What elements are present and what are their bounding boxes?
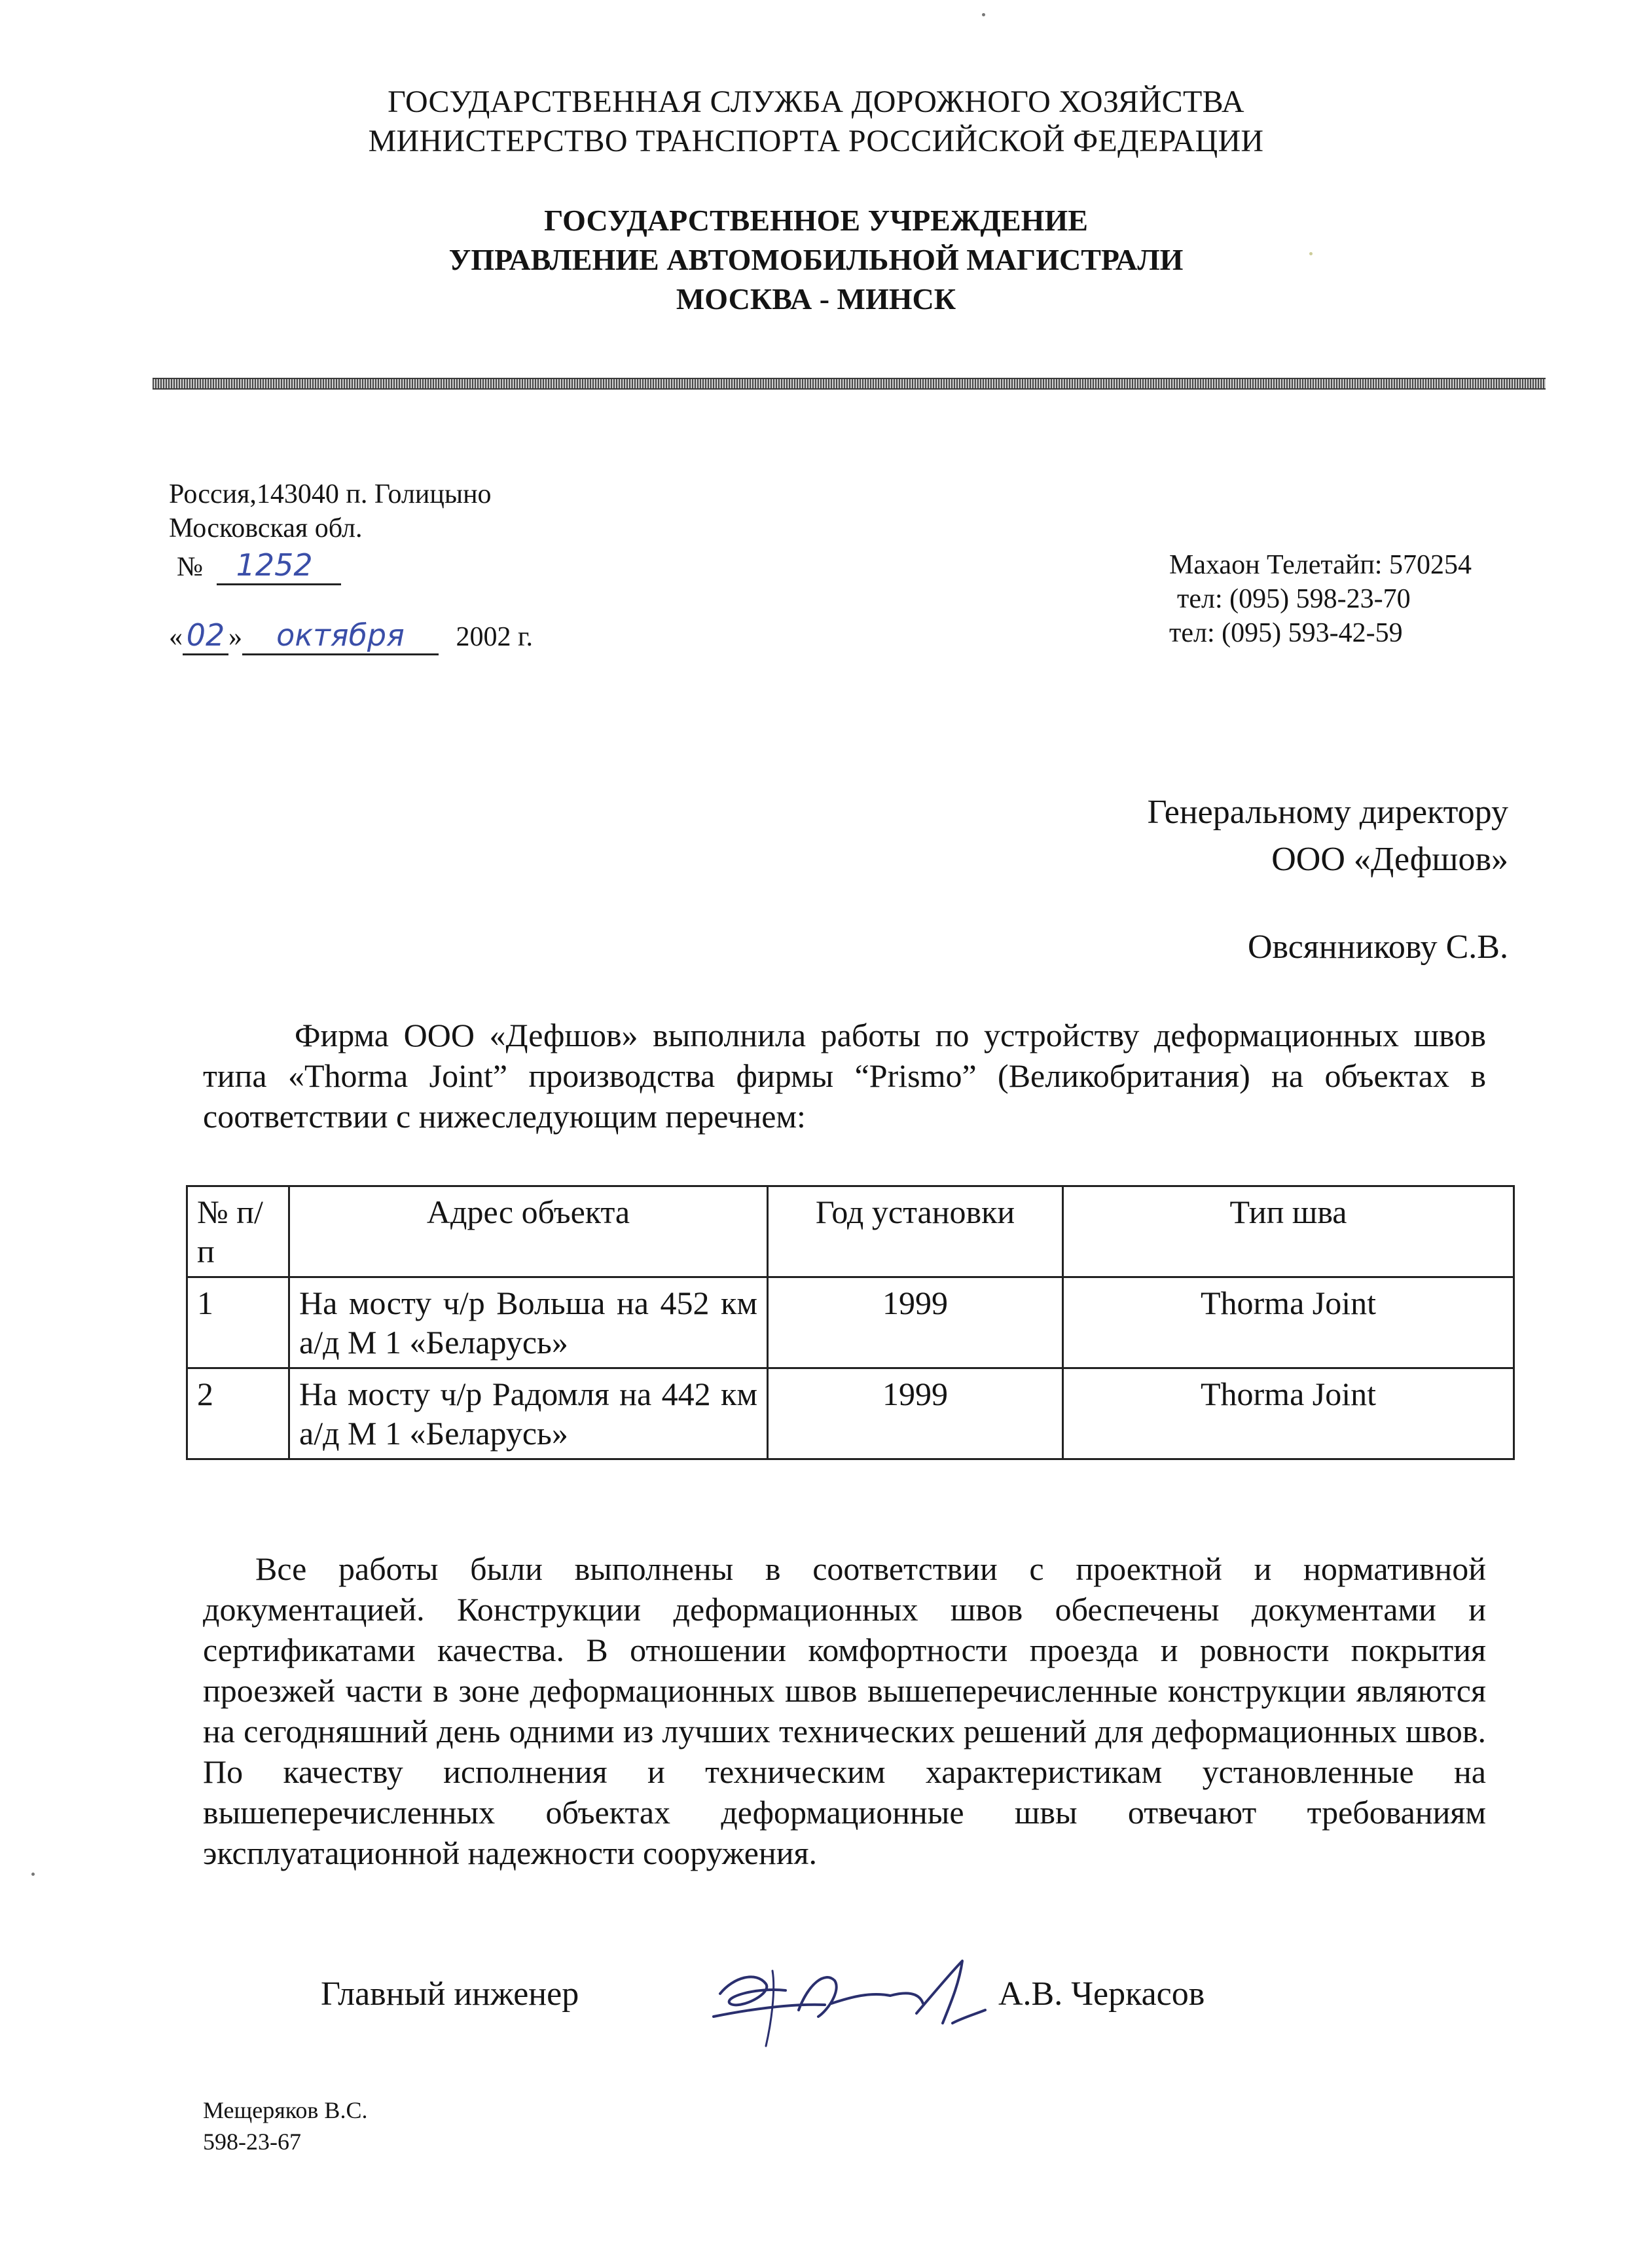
table-row bbox=[187, 1277, 1514, 1368]
scan-speck bbox=[31, 1873, 35, 1876]
contacts-phone-2: тел: (095) 593-42-59 bbox=[1169, 618, 1403, 648]
row-year: 1999 bbox=[768, 1368, 1063, 1459]
number-handwritten: 1252 bbox=[236, 547, 313, 583]
letter-date bbox=[169, 619, 533, 655]
date-year: 2002 г. bbox=[456, 622, 533, 652]
outgoing-number bbox=[177, 549, 341, 585]
number-field bbox=[217, 549, 341, 585]
conclusion-paragraph: Все работы были выполнены в соответствии с проектной и нормативной документацией. Конструкции деформационных швов обеспечены документами и сертификатами качества. В отношении комфортности проезда и ровности покрытия проезжей части в зоне деформационных швов вышеперечисленные конструкции являются на сегодняшний день одними из лучших технических решений для деформационных швов. По качеству исполнения и техническим характеристикам установленные на вышеперечисленных объектах деформационные швы отвечают требованиям эксплуатационной надежности сооружения. bbox=[203, 1550, 1486, 1871]
scan-speck bbox=[1309, 252, 1313, 255]
header-year: Год установки bbox=[768, 1186, 1063, 1277]
recipient-name: Овсянникову С.В. bbox=[1247, 928, 1508, 966]
header-num: № п/п bbox=[187, 1186, 289, 1277]
handwritten-signature bbox=[694, 1931, 995, 2062]
objects-table bbox=[186, 1185, 1515, 1460]
row-num: 1 bbox=[187, 1277, 289, 1368]
recipient-position: Генеральному директору bbox=[1147, 794, 1508, 831]
organization-line-1: ГОСУДАРСТВЕННОЕ УЧРЕЖДЕНИЕ bbox=[544, 204, 1088, 237]
date-quote-close: » bbox=[228, 622, 242, 652]
letterhead-line-1: ГОСУДАРСТВЕННАЯ СЛУЖБА ДОРОЖНОГО ХОЗЯЙСТВА bbox=[388, 84, 1244, 119]
recipient-company: ООО «Дефшов» bbox=[1271, 841, 1508, 878]
date-day-field bbox=[183, 619, 228, 655]
table-header-row bbox=[187, 1186, 1514, 1277]
sender-address-2: Московская обл. bbox=[169, 513, 363, 543]
date-month-handwritten: октября bbox=[276, 617, 405, 653]
scan-speck bbox=[982, 13, 985, 16]
date-quote-open: « bbox=[169, 622, 183, 652]
letterhead-line-2: МИНИСТЕРСТВО ТРАНСПОРТА РОССИЙСКОЙ ФЕДЕРАЦИИ bbox=[368, 124, 1264, 158]
executor-name: Мещеряков В.С. bbox=[203, 2097, 368, 2123]
row-address: На мосту ч/р Радомля на 442 км а/д М 1 «Беларусь» bbox=[289, 1368, 768, 1459]
table-row bbox=[187, 1368, 1514, 1459]
number-label: № bbox=[177, 552, 204, 582]
sender-address-1: Россия,143040 п. Голицыно bbox=[169, 479, 492, 509]
row-type: Thorma Joint bbox=[1063, 1368, 1514, 1459]
header-type: Тип шва bbox=[1063, 1186, 1514, 1277]
row-num: 2 bbox=[187, 1368, 289, 1459]
signatory-name: А.В. Черкасов bbox=[998, 1975, 1205, 2013]
contacts-phone-1: тел: (095) 598-23-70 bbox=[1177, 584, 1411, 614]
row-address: На мосту ч/р Вольша на 452 км а/д М 1 «Беларусь» bbox=[289, 1277, 768, 1368]
organization-line-3: МОСКВА - МИНСК bbox=[676, 282, 956, 316]
contacts-teletype: Махаон Телетайп: 570254 bbox=[1169, 550, 1472, 580]
date-month-field bbox=[242, 619, 439, 655]
row-year: 1999 bbox=[768, 1277, 1063, 1368]
organization-line-2: УПРАВЛЕНИЕ АВТОМОБИЛЬНОЙ МАГИСТРАЛИ bbox=[448, 243, 1184, 276]
executor-phone: 598-23-67 bbox=[203, 2129, 301, 2155]
row-type: Thorma Joint bbox=[1063, 1277, 1514, 1368]
signatory-title: Главный инженер bbox=[321, 1975, 579, 2013]
header-address: Адрес объекта bbox=[289, 1186, 768, 1277]
intro-paragraph: Фирма ООО «Дефшов» выполнила работы по устройству деформационных швов типа «Thorma Joint” производства фирмы “Prismo” (Великобритания) на объектах в соответствии с нижеследующим перечнем: bbox=[203, 1017, 1486, 1135]
letterhead-divider bbox=[153, 378, 1546, 390]
date-day-handwritten: 02 bbox=[186, 617, 225, 653]
